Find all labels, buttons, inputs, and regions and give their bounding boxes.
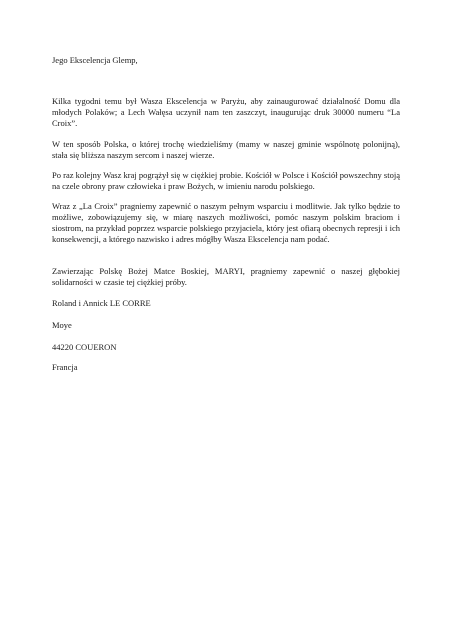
- letter-paragraph: Wraz z „La Croix” pragniemy zapewnić o naszym pełnym wsparciu i modlitwie. Jak tylko będzie to możliwe, zobowiązujemy się, w miarę naszych możliwości, pomóc naszym polskim braciom i siostrom, na przykład poprzez wsparcie polskiego przyjaciela, który jest ofiarą obecnych represji i ich konsekwencji, a którego nazwisko i adres mógłby Wasza Ekscelencja nam podać.: [52, 201, 400, 244]
- address-postcode-city: 44220 COUERON: [52, 342, 117, 352]
- letter-paragraph: W ten sposób Polska, o której trochę wiedzieliśmy (mamy w naszej gminie wspólnotę polonijną), stała się bliższa naszym sercom i naszej wierze.: [52, 139, 400, 160]
- salutation: Jego Ekscelencja Glemp,: [52, 55, 138, 65]
- address-country: Francja: [52, 362, 78, 372]
- signature: Roland i Annick LE CORRE: [52, 298, 151, 308]
- address-line: Moye: [52, 320, 72, 330]
- letter-paragraph: Kilka tygodni temu był Wasza Ekscelencja w Paryżu, aby zainaugurować działalność Domu dla młodych Polaków; a Lech Wałęsa uczynił nam ten zaszczyt, inaugurując druk 30000 numeru “La Croix”.: [52, 96, 400, 128]
- letter-paragraph: Zawierzając Polskę Bożej Matce Boskiej, MARYI, pragniemy zapewnić o naszej głębokiej solidarności w czasie tej ciężkiej próby.: [52, 266, 400, 287]
- letter-paragraph: Po raz kolejny Wasz kraj pogrążył się w ciężkiej probie. Kościół w Polsce i Kościół powszechny stoją na czele obrony praw człowieka i praw Bożych, w imieniu narodu polskiego.: [52, 170, 400, 191]
